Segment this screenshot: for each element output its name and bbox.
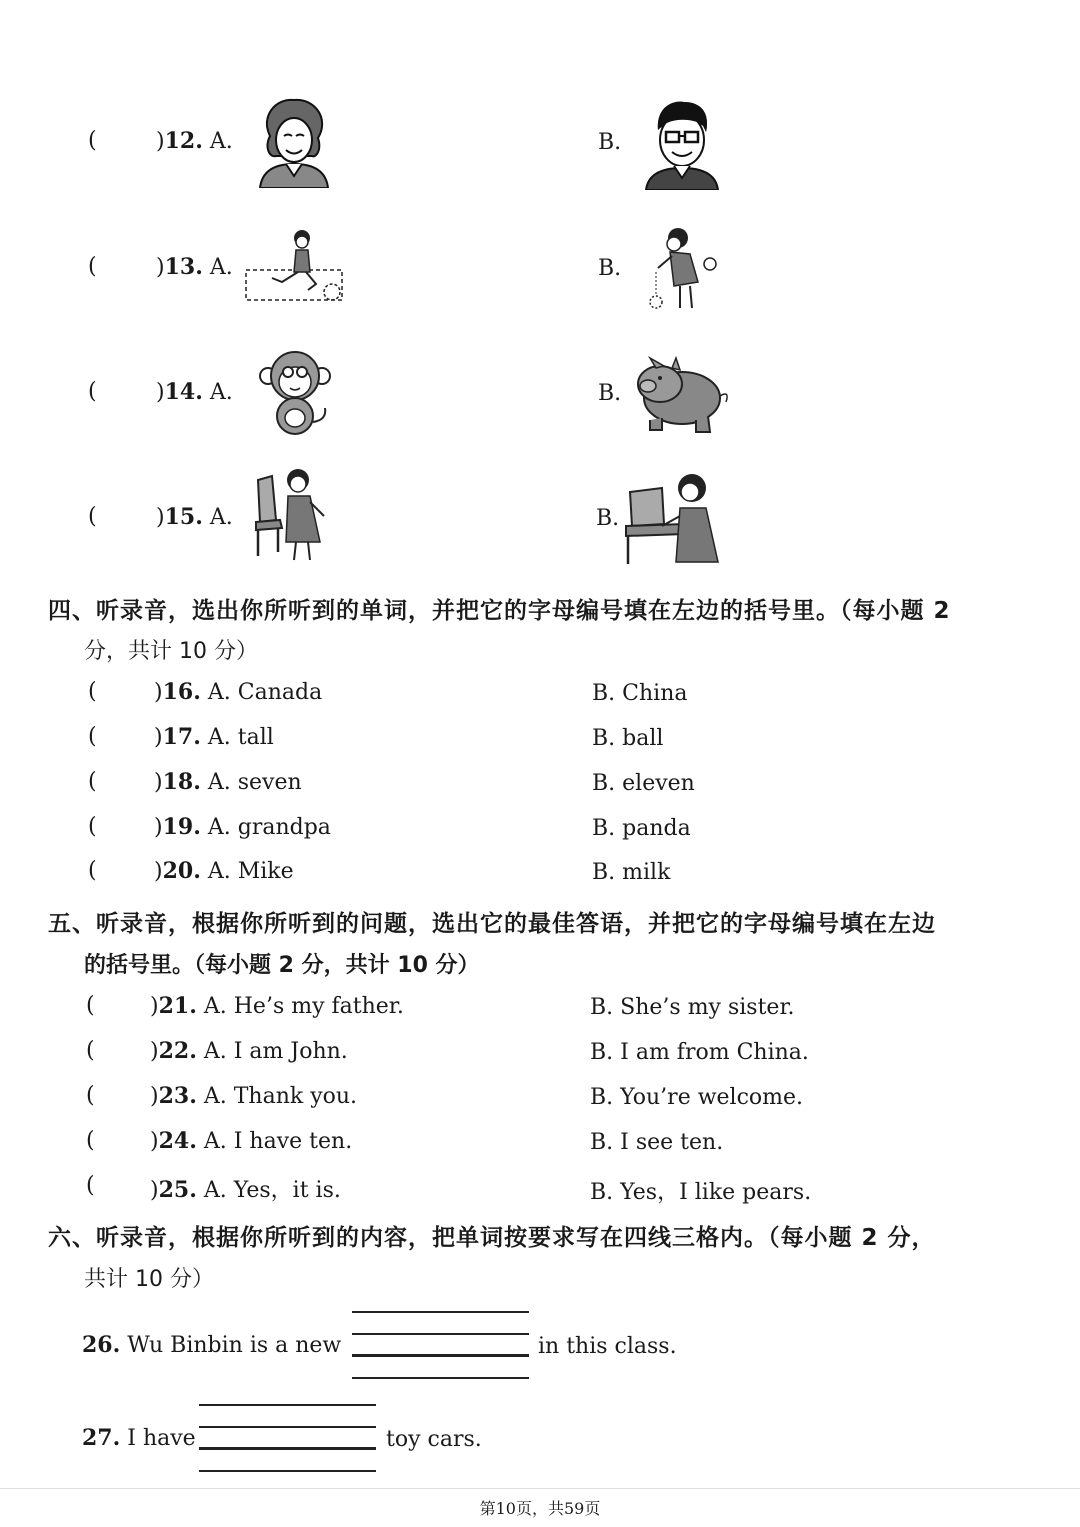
option-a-label: A. (209, 380, 233, 405)
four-line-writing-field[interactable] (199, 1404, 376, 1472)
four-line-writing-field[interactable] (352, 1311, 529, 1379)
paren-close: ) (156, 129, 165, 154)
answer-paren-open: ( (86, 1083, 95, 1108)
question-19 (154, 814, 331, 840)
option-a-text: A. tall (207, 725, 274, 750)
answer-paren-open: ( (88, 379, 97, 404)
question-21 (150, 993, 404, 1019)
girl-behind-chair-image (622, 472, 732, 568)
sentence-after: in this class. (538, 1334, 677, 1359)
question-27 (82, 1425, 196, 1451)
question-number: 25. (158, 1177, 197, 1203)
section-4-title: 四、听录音，选出你所听到的单词，并把它的字母编号填在左边的括号里。（每小题 2 (48, 598, 951, 624)
answer-paren-open: ( (88, 814, 97, 839)
page-number: 第10页，共59页 (479, 1499, 601, 1518)
question-17 (154, 724, 274, 750)
question-number: 23. (158, 1083, 197, 1109)
question-20 (154, 858, 294, 884)
option-a-text: A. Canada (207, 680, 323, 705)
paren-close: ) (154, 815, 163, 840)
paren-close: ) (154, 859, 163, 884)
question-number: 20. (162, 858, 201, 884)
option-a-text: A. seven (207, 770, 302, 795)
option-b-label: B. (598, 130, 622, 155)
answer-paren-open: ( (88, 128, 97, 153)
question-number: 27. (82, 1425, 121, 1451)
girl-in-box-image (242, 226, 346, 308)
question-22 (150, 1038, 348, 1064)
question-16 (154, 679, 322, 705)
option-b-text: B. milk (592, 860, 671, 885)
option-b-text: B. I am from China. (590, 1040, 809, 1065)
option-a-label: A. (209, 129, 233, 154)
option-b-label: B. (598, 256, 622, 281)
question-15 (156, 504, 233, 530)
question-23 (150, 1083, 357, 1109)
question-24 (150, 1128, 352, 1154)
question-number: 22. (158, 1038, 197, 1064)
paren-close: ) (150, 1178, 159, 1203)
paren-close: ) (154, 680, 163, 705)
answer-paren-open: ( (88, 504, 97, 529)
question-12 (156, 128, 233, 154)
section-5-subtitle: 的括号里。（每小题 2 分，共计 10 分） (84, 953, 480, 978)
question-number: 12. (164, 128, 203, 154)
paren-close: ) (150, 1129, 159, 1154)
paren-close: ) (156, 505, 165, 530)
paren-close: ) (154, 770, 163, 795)
question-number: 16. (162, 679, 201, 705)
paren-close: ) (156, 380, 165, 405)
option-a-label: A. (209, 255, 233, 280)
question-number: 17. (162, 724, 201, 750)
option-a-label: A. (209, 505, 233, 530)
option-a-text: A. He’s my father. (203, 994, 404, 1019)
paren-close: ) (150, 1039, 159, 1064)
question-25 (150, 1173, 341, 1204)
section-5-title: 五、听录音，根据你所听到的问题，选出它的最佳答语，并把它的字母编号填在左边 (48, 911, 936, 937)
girl-beside-chair-image (250, 466, 334, 562)
option-b-label: B. (596, 506, 620, 531)
sentence-before: I have (127, 1426, 196, 1451)
question-number: 24. (158, 1128, 197, 1154)
section-6-title: 六、听录音，根据你所听到的内容，把单词按要求写在四线三格内。（每小题 2 分， (48, 1225, 936, 1251)
option-a-text: A. Mike (207, 859, 294, 884)
option-b-text: B. ball (592, 726, 664, 751)
question-number: 13. (164, 254, 203, 280)
answer-paren-open: ( (86, 1038, 95, 1063)
answer-paren-open: ( (86, 1128, 95, 1153)
option-a-text: A. grandpa (207, 815, 331, 840)
question-14 (156, 379, 233, 405)
option-a-text: A. I am John. (203, 1039, 348, 1064)
answer-paren-open: ( (86, 1173, 95, 1198)
answer-paren-open: ( (88, 769, 97, 794)
option-b-text: B. You’re welcome. (590, 1085, 804, 1110)
question-26 (82, 1332, 341, 1358)
option-b-text: B. China (592, 681, 688, 706)
option-a-text: A. I have ten. (203, 1129, 353, 1154)
monkey-image (258, 348, 332, 438)
pig-image (626, 356, 732, 436)
question-13 (156, 254, 233, 280)
section-4-subtitle: 分，共计 10 分） (84, 639, 258, 664)
paren-close: ) (150, 1084, 159, 1109)
question-number: 18. (162, 769, 201, 795)
answer-paren-open: ( (88, 254, 97, 279)
question-number: 19. (162, 814, 201, 840)
option-b-text: B. I see ten. (590, 1130, 724, 1155)
question-number: 15. (164, 504, 203, 530)
sentence-before: Wu Binbin is a new (127, 1333, 342, 1358)
answer-paren-open: ( (86, 993, 95, 1018)
girl-with-ball-image (632, 226, 722, 316)
paren-close: ) (156, 255, 165, 280)
question-18 (154, 769, 302, 795)
question-number: 26. (82, 1332, 121, 1358)
option-b-label: B. (598, 381, 622, 406)
question-number: 14. (164, 379, 203, 405)
option-a-text: A. Thank you. (203, 1084, 358, 1109)
option-b-text: B. She’s my sister. (590, 995, 795, 1020)
man-portrait-image (644, 100, 720, 190)
option-b-text: B. panda (592, 816, 691, 841)
option-a-text: A. Yes，it is. (203, 1178, 341, 1203)
answer-paren-open: ( (88, 724, 97, 749)
answer-paren-open: ( (88, 858, 97, 883)
question-number: 21. (158, 993, 197, 1019)
paren-close: ) (154, 725, 163, 750)
section-6-subtitle: 共计 10 分） (84, 1267, 214, 1292)
option-b-text: B. Yes，I like pears. (590, 1180, 812, 1205)
footer-divider (0, 1488, 1080, 1489)
option-b-text: B. eleven (592, 771, 695, 796)
paren-close: ) (150, 994, 159, 1019)
sentence-after: toy cars. (386, 1427, 482, 1452)
woman-portrait-image (256, 96, 332, 188)
answer-paren-open: ( (88, 679, 97, 704)
